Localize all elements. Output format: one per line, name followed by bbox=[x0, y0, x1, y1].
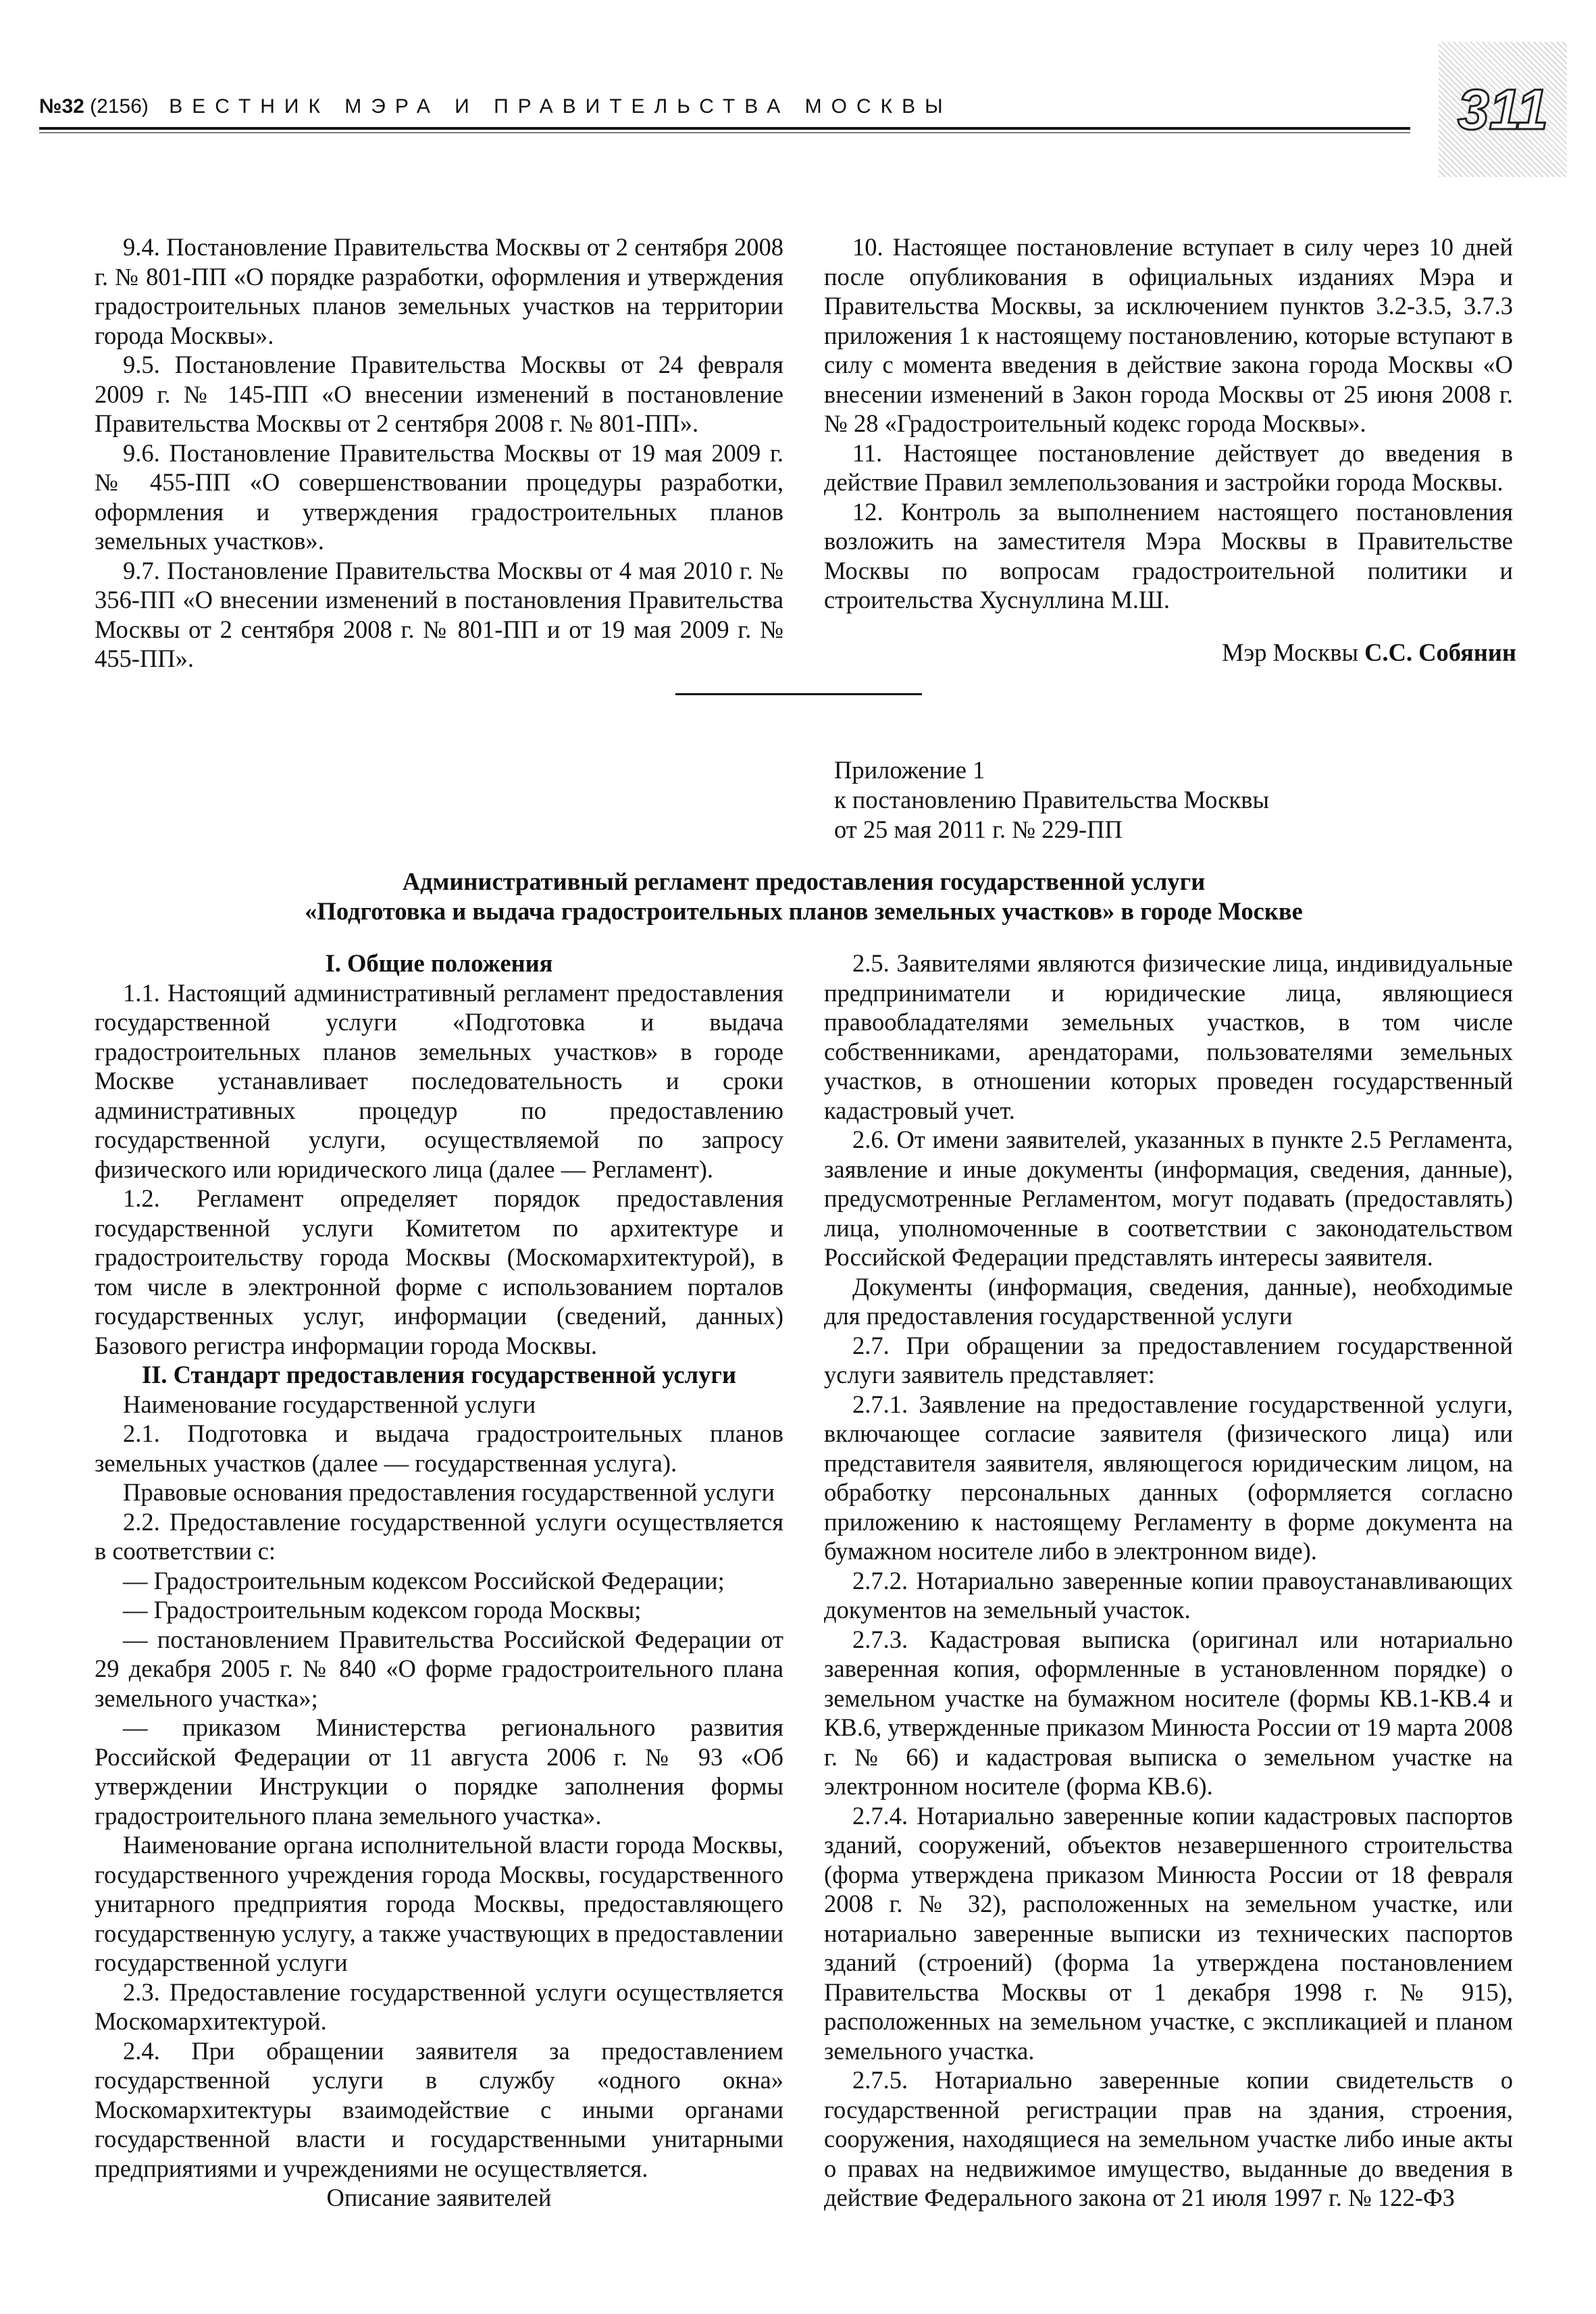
paragraph-2-5: 2.5. Заявителями являются физические лица, индивидуальные предприниматели и юридические лица, являющиеся правообладателями земельных участков, в том числе собственниками, арендаторами, пользователями земельных участков, в отношении которых проведен государственный кадастровый учет. bbox=[824, 949, 1513, 1124]
paragraph-1-2: 1.2. Регламент определяет порядок предоставления государственной услуги Комитетом по архитектуре и градостроительству города Москвы (Москомархитектурой), в том числе в электронной форме с использованием порталов государственных услуг, информации (сведений, данных) Базового регистра информации города Москвы. bbox=[95, 1184, 783, 1359]
subheading-applicants: Описание заявителей bbox=[326, 2184, 552, 2211]
list-item: — приказом Министерства регионального развития Российской Федерации от 11 августа 2006 г. № 93 «Об утверждении Инструкции о порядке заполнения формы градостроительного плана земельного участка». bbox=[95, 1713, 783, 1830]
paragraph-2-7-4: 2.7.4. Нотариально заверенные копии кадастровых паспортов зданий, сооружений, объектов незавершенного строительства (форма утверждена приказом Минюста России от 18 февраля 2008 г. № 32), расположенных на земельном участке, или нотариально заверенные выписки из технических паспортов зданий (строений) (форма 1а утверждена постановлением Правительства Москвы от 1 декабря 1998 г. № 915), расположенных на земельном участке, с экспликацией и планом земельного участка. bbox=[824, 1801, 1513, 2065]
document-title bbox=[95, 867, 1513, 926]
appendix-line-1: Приложение 1 bbox=[834, 756, 985, 784]
paragraph-2-3: 2.3. Предоставление государственной услуги осуществляется Москомархитектурой. bbox=[95, 1978, 783, 2035]
signature-name: С.С. Собянин bbox=[1364, 638, 1516, 666]
subheading-authority: Наименование органа исполнительной власти города Москвы, государственного учреждения города Москвы, государственного унитарного предприятия города Москвы, предоставляющего государственную услугу, а также участвующих в предоставлении государственной услуги bbox=[95, 1831, 783, 1976]
paragraph-12: 12. Контроль за выполнением настоящего постановления возложить на заместителя Мэра Москвы в Правительстве Москвы по вопросам градостроительной политики и строительства Хуснуллина М.Ш. bbox=[824, 497, 1513, 613]
paragraph-10: 10. Настоящее постановление вступает в силу через 10 дней после опубликования в официальных изданиях Мэра и Правительства Москвы, за исключением пунктов 3.2-3.5, 3.7.3 приложения 1 к настоящему постановлению, которые вступают в силу с момента введения в действие закона города Москвы «О внесении изменений в Закон города Москвы от 25 июня 2008 г. № 28 «Градостроительный кодекс города Москвы». bbox=[824, 233, 1513, 437]
subheading-documents: Документы (информация, сведения, данные), необходимые для предоставления государственной услуги bbox=[824, 1272, 1513, 1330]
paragraph-2-1: 2.1. Подготовка и выдача градостроительных планов земельных участков (далее — государственная услуга). bbox=[95, 1419, 783, 1477]
list-item: — Градостроительным кодексом Российской Федерации; bbox=[123, 1566, 725, 1594]
paragraph-2-2: 2.2. Предоставление государственной услуги осуществляется в соответствии с: bbox=[95, 1507, 783, 1565]
appendix-line-3: от 25 мая 2011 г. № 229-ПП bbox=[834, 815, 1123, 843]
section-heading-2: II. Стандарт предоставления государственной услуги bbox=[142, 1361, 736, 1388]
paragraph-2-7: 2.7. При обращении за предоставлением государственной услуги заявитель представляет: bbox=[824, 1331, 1513, 1388]
list-item: — постановлением Правительства Российской Федерации от 29 декабря 2005 г. № 840 «О форме градостроительного плана земельного участка»; bbox=[95, 1625, 783, 1712]
paragraph-9-4: 9.4. Постановление Правительства Москвы от 2 сентября 2008 г. № 801-ПП «О порядке разработки, оформления и утверждения градостроительных планов земельных участков на территории города Москвы». bbox=[95, 233, 783, 349]
paragraph-11: 11. Настоящее постановление действует до введения в действие Правил землепользования и застройки города Москвы. bbox=[824, 438, 1513, 496]
header-rule bbox=[39, 127, 1410, 130]
document-title-line-1: Административный регламент предоставления государственной услуги bbox=[402, 867, 1206, 895]
paragraph-2-7-1: 2.7.1. Заявление на предоставление государственной услуги, включающее согласие заявителя (физического лица) или представителя заявителя, являющегося юридическим лицом, на обработку персональных данных (оформляется согласно приложению к настоящему Регламенту в форме документа на бумажном носителе либо в электронном виде). bbox=[824, 1390, 1513, 1565]
appendix-line-2: к постановлению Правительства Москвы bbox=[834, 786, 1269, 813]
list-item: — Градостроительным кодексом города Москвы; bbox=[123, 1596, 642, 1624]
paragraph-9-6: 9.6. Постановление Правительства Москвы от 19 мая 2009 г. № 455-ПП «О совершенствовании процедуры разработки, оформления и утверждения градостроительных планов земельных участков». bbox=[95, 438, 783, 555]
paragraph-2-4: 2.4. При обращении заявителя за предоставлением государственной услуги в службу «одного окна» Москомархитектуры взаимодействие с иными органами государственной власти и государственными унитарными предприятиями и учреждениями не осуществляется. bbox=[95, 2036, 783, 2182]
top-left-column bbox=[95, 232, 783, 674]
newspaper-header bbox=[39, 86, 1390, 127]
paragraph-9-7: 9.7. Постановление Правительства Москвы от 4 мая 2010 г. № 356-ПП «О внесении изменений в постановления Правительства Москвы от 2 сентября 2008 г. № 801-ПП и от 19 мая 2009 г. № 455-ПП». bbox=[95, 556, 783, 672]
paragraph-2-7-2: 2.7.2. Нотариально заверенные копии правоустанавливающих документов на земельный участок. bbox=[824, 1566, 1513, 1624]
paragraph-9-5: 9.5. Постановление Правительства Москвы от 24 февраля 2009 г. № 145-ПП «О внесении изменений в постановление Правительства Москвы от 2 сентября 2008 г. № 801-ПП». bbox=[95, 351, 783, 437]
page-number: 311 bbox=[1458, 77, 1548, 141]
signature-position: Мэр Москвы bbox=[1222, 638, 1358, 666]
bottom-right-column bbox=[824, 949, 1513, 2213]
signature bbox=[1222, 638, 1516, 667]
top-right-column bbox=[824, 232, 1513, 615]
paragraph-2-6: 2.6. От имени заявителей, указанных в пункте 2.5 Регламента, заявление и иные документы (информация, сведения, данные), предусмотренные Регламентом, могут подавать (предоставлять) лица, уполномоченные в соответствии с законодательством Российской Федерации представлять интересы заявителя. bbox=[824, 1126, 1513, 1271]
section-separator bbox=[675, 693, 922, 695]
page-number-badge bbox=[1439, 42, 1567, 177]
paragraph-2-7-5: 2.7.5. Нотариально заверенные копии свидетельств о государственной регистрации прав на здания, строения, сооружения, находящиеся на земельном участке либо иные акты о правах на недвижимое имущество, выданные до введения в действие Федерального закона от 21 июля 1997 г. № 122-ФЗ bbox=[824, 2066, 1513, 2211]
paragraph-2-7-3: 2.7.3. Кадастровая выписка (оригинал или нотариально заверенная копия, оформленные в установленном порядке) о земельном участке на бумажном носителе (формы КВ.1-КВ.4 и КВ.6, утвержденные приказом Минюста России от 19 марта 2008 г. № 66) и кадастровая выписка о земельном участке на электронном носителе (форма КВ.6). bbox=[824, 1625, 1513, 1800]
paragraph-1-1: 1.1. Настоящий административный регламент предоставления государственной услуги «Подготовка и выдача градостроительных планов земельных участков» в городе Москве устанавливает последовательность и сроки административных процедур по предоставлению государственной услуги, осуществляемой по запросу физического или юридического лица (далее — Регламент). bbox=[95, 978, 783, 1183]
bottom-left-column bbox=[95, 949, 783, 2213]
issue-number: №32 bbox=[39, 95, 84, 118]
subheading-service-name: Наименование государственной услуги bbox=[123, 1390, 536, 1418]
appendix-heading bbox=[834, 755, 1269, 845]
newspaper-title: ВЕСТНИК МЭРА И ПРАВИТЕЛЬСТВА МОСКВЫ bbox=[169, 95, 952, 118]
header-rule-thin bbox=[39, 132, 1410, 133]
section-heading-1: I. Общие положения bbox=[325, 949, 553, 977]
issue-serial: (2156) bbox=[90, 95, 149, 118]
subheading-legal-basis: Правовые основания предоставления государственной услуги bbox=[123, 1478, 775, 1506]
document-title-line-2: «Подготовка и выдача градостроительных планов земельных участков» в городе Москве bbox=[305, 897, 1303, 925]
